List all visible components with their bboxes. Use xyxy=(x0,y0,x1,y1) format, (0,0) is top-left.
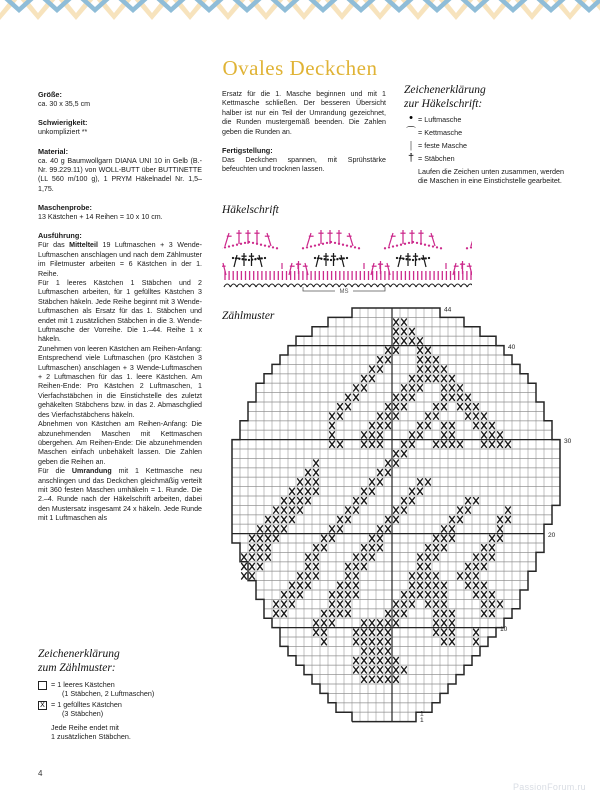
hakelschrift-diagram-block xyxy=(222,204,472,297)
zahlmuster-chart-block xyxy=(222,300,594,760)
section-heading-groesse: Größe: xyxy=(38,90,62,99)
legend-label-staebchen: = Stäbchen xyxy=(418,153,455,163)
legend-item-feste-masche xyxy=(404,141,564,150)
double-crochet-cross-icon: † xyxy=(407,151,415,164)
zahlmuster-legend-note xyxy=(51,723,208,741)
legend-sublabel-empty-box: (1 Stäbchen, 2 Luftmaschen) xyxy=(62,689,155,698)
left-text-column xyxy=(38,90,202,524)
chain-stitch-dot-icon: • xyxy=(409,112,413,124)
chart-row-label-1: 1 xyxy=(420,717,424,725)
section-heading-maschenprobe: Maschenprobe: xyxy=(38,203,92,213)
chart-row-label: 10 xyxy=(500,626,508,633)
slip-stitch-arc-icon: ⌒ xyxy=(406,126,416,138)
hakelschrift-legend-title-line2: zur Häkelschrift: xyxy=(404,97,483,110)
ausfuehrung-paragraph-1: Für das Mittelteil 19 Luftmaschen + 3 Wende-Luftmaschen anschlagen und nach dem Zählmuster im Filetmuster arbeiten = 6 Kästchen in der 1. Reihe. xyxy=(38,241,202,278)
hakelschrift-title: Häkelschrift xyxy=(222,204,279,216)
chart-row-label: 30 xyxy=(564,438,572,445)
continuation-paragraph: Ersatz für die 1. Masche beginnen und mit 1 Kettmasche schließen. Der besseren Übersicht halber ist nur ein Teil der Umrandung gezeichnet, die Runden mustergemäß beenden. Die Zahlen geben die Runden an. xyxy=(222,90,386,136)
chart-row-label: 20 xyxy=(548,532,556,539)
section-heading-schwierigkeit: Schwierigkeit: xyxy=(38,118,88,128)
hakelschrift-legend-title-line1: Zeichenerklärung xyxy=(404,84,486,96)
section-heading-material: Material: xyxy=(38,146,69,156)
page-number: 4 xyxy=(38,769,43,778)
section-heading-fertigstellung: Fertigstellung: xyxy=(222,146,273,156)
zahlmuster-legend-items xyxy=(38,680,208,741)
filled-cell-icon: X xyxy=(38,701,47,710)
section-body-fertigstellung: Das Deckchen spannen, mit Sprühstärke befeuchten und trocknen lassen. xyxy=(222,155,386,174)
legend-item-staebchen xyxy=(404,151,564,164)
section-body-groesse: ca. 30 x 35,5 cm xyxy=(38,99,91,108)
zahlmuster-grid-chart xyxy=(222,300,594,760)
empty-cell-icon xyxy=(38,681,47,690)
legend-label-empty-box: = 1 leeres Kästchen xyxy=(51,680,115,689)
section-body-ausfuehrung xyxy=(38,241,202,523)
decorative-zigzag-border xyxy=(0,0,600,22)
ausfuehrung-paragraph-4: Abnehmen von Kästchen am Reihen-Anfang: Die abzunehmenden Maschen mit Kettmaschen übergehen. Am Reihen-Ende: Die abzunehmenden Maschen einfach unbehäkelt lassen. Die Zahlen geben die Reihen an. xyxy=(38,420,202,466)
zahlmuster-title: Zählmuster xyxy=(222,310,275,322)
ausfuehrung-paragraph-3: Zunehmen von leeren Kästchen am Reihen-Anfang: Entsprechend viele Luftmaschen (pro Kästchen 3 Luftmaschen) anschlagen + 3 Wende-Luftmaschen + 2 Luftmaschen für das 1. leere Kästchen. Am Reihen-Ende: Pro Kästchen 2 Luftmaschen, 1 Vierfachstäbchen in die Einstichstelle des zuletzt gehäkelten Stäbchens bzw. in das 2. Abmaschglied des Vierfachstäbchens häkeln. xyxy=(38,344,202,419)
chart-row-label: 40 xyxy=(508,344,516,351)
hakelschrift-legend-items xyxy=(404,112,564,186)
legend-item-filled-box xyxy=(38,700,208,718)
legend-label-luftmasche: = Luftmasche xyxy=(418,115,462,124)
legend-item-empty-box xyxy=(38,680,208,698)
legend-label-kettmasche: = Kettmasche xyxy=(418,127,463,137)
chart-row-label: 44 xyxy=(444,306,452,314)
zahlmuster-note-line1: Jede Reihe endet mit xyxy=(51,723,119,732)
page-title: Ovales Deckchen xyxy=(222,56,378,80)
hakelschrift-chart xyxy=(222,219,472,297)
watermark: PassionForum.ru xyxy=(512,782,586,792)
zahlmuster-legend-title-line1: Zeichenerklärung xyxy=(38,648,120,660)
legend-item-kettmasche xyxy=(404,128,564,137)
ausfuehrung-paragraph-5: Für die Umrandung mit 1 Kettmasche neu anschlingen und das Deckchen gleichmäßig verteilt mit 360 festen Maschen umhäkeln = 1. Runde. Die 2.–4. Runde nach der Häkelschrift arbeiten, dabei den Mustersatz insgesamt 24 x häkeln. Jede Runde mit 1 Luftmaschen als xyxy=(38,467,202,523)
hakelschrift-legend xyxy=(404,84,564,185)
legend-sublabel-filled-box: (3 Stäbchen) xyxy=(62,709,104,718)
section-body-maschenprobe: 13 Kästchen + 14 Reihen = 10 x 10 cm. xyxy=(38,213,163,222)
section-body-material: ca. 40 g Baumwollgarn DIANA UNI 10 in Gelb (B.-Nr. 99.229.11) von WOLL-BUTT über BUTTINETTE (LL 560 m/100 g), 1 PRYM Häkelnadel Nr. 1,5–1,75. xyxy=(38,156,202,193)
middle-text-column xyxy=(222,90,386,175)
section-heading-ausfuehrung: Ausführung: xyxy=(38,231,82,241)
zahlmuster-note-line2: 1 zusätzlichen Stäbchen. xyxy=(51,732,131,741)
legend-label-filled-box: = 1 gefülltes Kästchen xyxy=(51,700,122,709)
zahlmuster-legend-title-line2: zum Zählmuster: xyxy=(38,661,116,674)
ausfuehrung-paragraph-2: Für 1 leeres Kästchen 1 Stäbchen und 2 Luftmaschen arbeiten, für 1 gefülltes Kästchen 3 Stäbchen häkeln. Jede Reihe beginnt mit 3 Wende-Luftmaschen als Ersatz für das 1. Stäbchen und endet mit 1 zusätzlichen Stäbchen in die 3. Wende-Luftmasche der Vorreihe. Die 1.–44. Reihe 1 x häkeln. xyxy=(38,279,202,344)
legend-label-feste-masche: = feste Masche xyxy=(418,140,467,150)
ms-repeat-label: MS xyxy=(339,288,349,295)
hakelschrift-legend-note: Laufen die Zeichen unten zusammen, werden die Maschen in eine Einstichstelle gearbeitet. xyxy=(418,166,564,186)
zahlmuster-legend xyxy=(38,648,208,741)
section-body-schwierigkeit: unkompliziert ** xyxy=(38,128,88,137)
legend-item-luftmasche xyxy=(404,112,564,124)
chart-row-label: 1 xyxy=(420,710,424,718)
single-crochet-bar-icon: | xyxy=(409,139,412,151)
